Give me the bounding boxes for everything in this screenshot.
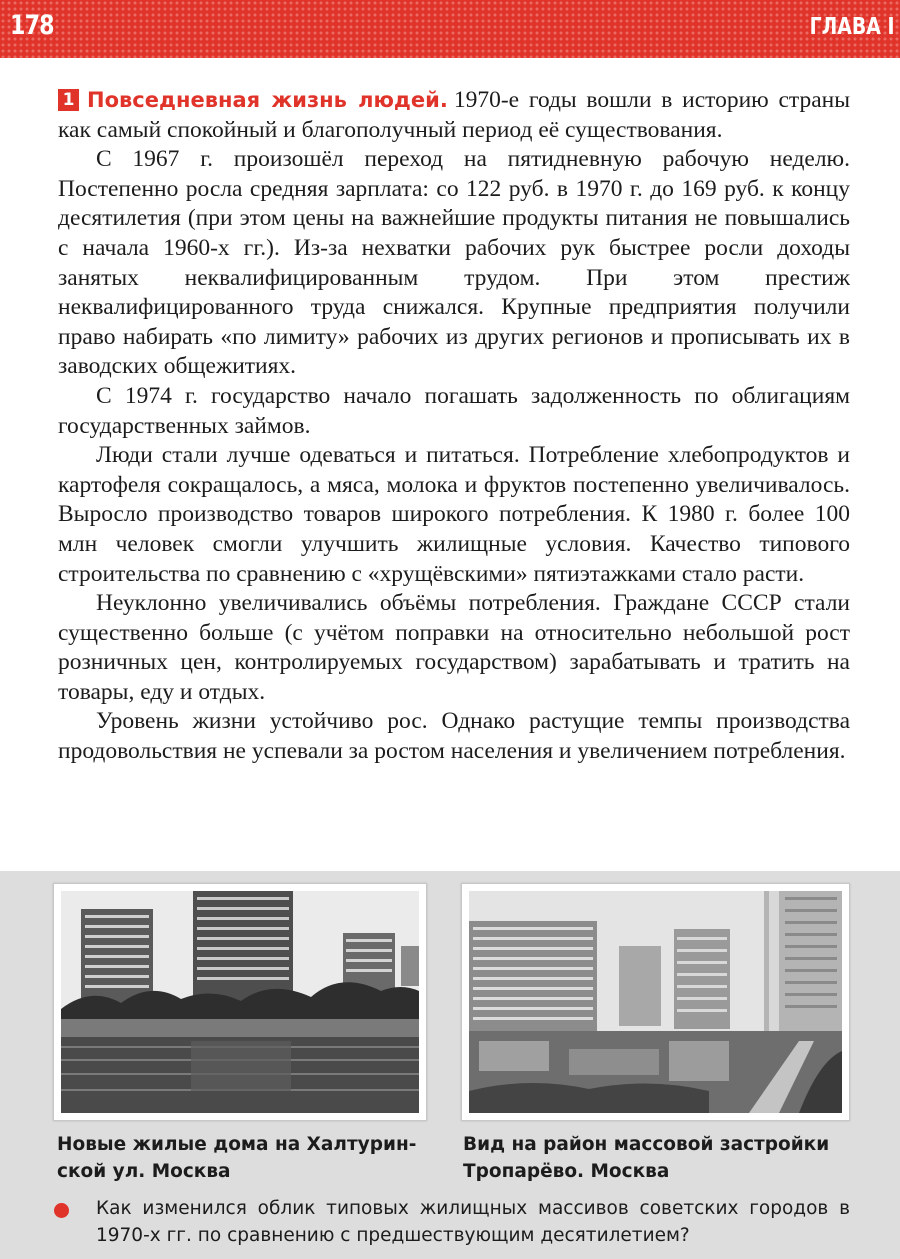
caption-line: Новые жилые дома на Халтурин-	[57, 1134, 417, 1155]
section-number-badge: 1	[58, 89, 79, 111]
photo-caption-1	[57, 1131, 427, 1185]
question-bullet-icon	[54, 1203, 69, 1218]
chapter-label: ГЛАВА I	[809, 14, 894, 40]
paragraph-5: Неуклонно увеличивались объёмы потребления. Граждане СССР стали существенно больше (с учётом поправки на относительно небольшой рост розничных цен, контролируемых государством) зарабатывать и тратить на товары, еду и отдых.	[58, 590, 850, 705]
caption-line: Вид на район массовой застройки	[463, 1134, 830, 1155]
photo-troparevo-image	[469, 891, 842, 1113]
photo-caption-2	[463, 1131, 853, 1185]
paragraph-1	[58, 86, 850, 145]
main-text	[58, 86, 850, 767]
review-question: Как изменился облик типовых жилищных массивов советских городов в 1970-х гг. по сравнению с предшествующим десятилетием?	[96, 1198, 850, 1246]
paragraph-3: С 1974 г. государство начало погашать задолженность по облигациям государственных займов.	[58, 382, 850, 439]
paragraph-4: Люди стали лучше одеваться и питаться. Потребление хлебопродуктов и картофеля сокращалось, а мяса, молока и фруктов постепенно увеличивалось. Выросло производство товаров широкого потребления. К 1980 г. более 100 млн человек смогли улучшить жилищные условия. Качество типового строительства по сравнению с «хрущёвскими» пятиэтажками стало расти.	[58, 442, 850, 587]
paragraph-6: Уровень жизни устойчиво рос. Однако растущие темпы производства продовольствия не успевали за ростом населения и увеличением потребления.	[58, 708, 850, 765]
page-header	[0, 0, 900, 58]
page-number: 178	[10, 10, 54, 41]
caption-line: ской ул. Москва	[57, 1161, 231, 1182]
photo-khalturinskaya	[53, 883, 427, 1121]
paragraph-text: 1970-е годы вошли в историю страны как самый спокойный и благополучный период её существования.	[58, 87, 850, 143]
paragraph-2: С 1967 г. произошёл переход на пятидневную рабочую неделю. Постепенно росла средняя зарплата: со 122 руб. в 1970 г. до 169 руб. к концу десятилетия (при этом цены на важнейшие продукты питания не повышались с начала 1960-х гг.). Из-за нехватки рабочих рук быстрее росли доходы занятых неквалифицированным трудом. При этом престиж неквалифицированного труда снижался. Крупные предприятия получили право набирать «по лимиту» рабочих из других регионов и прописывать их в заводских общежитиях.	[58, 146, 850, 380]
photo-troparevo	[461, 883, 850, 1121]
photo-khalturinskaya-image	[61, 891, 419, 1113]
section-heading: Повседневная жизнь людей.	[87, 88, 448, 112]
caption-line: Тропарёво. Москва	[463, 1161, 670, 1182]
